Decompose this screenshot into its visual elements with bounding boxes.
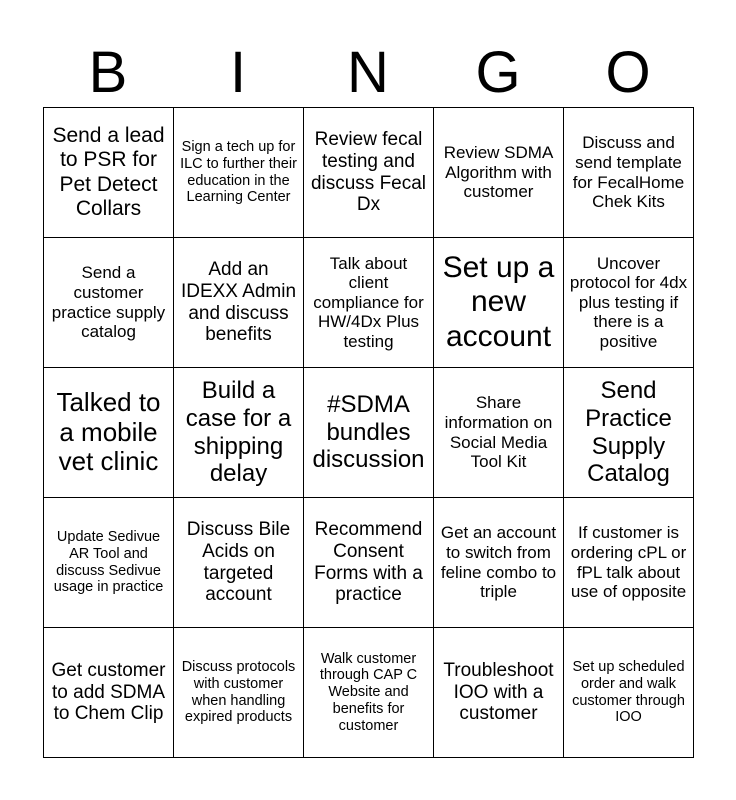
header-letter-n: N [347, 40, 389, 105]
grid-row [44, 368, 694, 498]
bingo-cell[interactable]: Uncover protocol for 4dx plus testing if there is a positive [564, 238, 694, 368]
grid-row [44, 498, 694, 628]
bingo-cell[interactable]: Add an IDEXX Admin and discuss benefits [174, 238, 304, 368]
bingo-cell[interactable]: Troubleshoot IOO with a customer [434, 628, 564, 758]
bingo-cell[interactable]: Recommend Consent Forms with a practice [304, 498, 434, 628]
bingo-cell[interactable]: Build a case for a shipping delay [174, 368, 304, 498]
bingo-cell[interactable]: Send Practice Supply Catalog [564, 368, 694, 498]
bingo-cell[interactable]: If customer is ordering cPL or fPL talk about use of opposite [564, 498, 694, 628]
bingo-cell[interactable]: Discuss protocols with customer when handling expired products [174, 628, 304, 758]
bingo-cell[interactable]: Sign a tech up for ILC to further their education in the Learning Center [174, 108, 304, 238]
grid-row [44, 238, 694, 368]
bingo-cell[interactable]: Share information on Social Media Tool Kit [434, 368, 564, 498]
bingo-cell[interactable]: #SDMA bundles discussion [304, 368, 434, 498]
bingo-cell[interactable]: Review SDMA Algorithm with customer [434, 108, 564, 238]
grid-row [44, 628, 694, 758]
bingo-cell[interactable]: Update Sedivue AR Tool and discuss Sedivue usage in practice [44, 498, 174, 628]
bingo-cell[interactable]: Walk customer through CAP C Website and benefits for customer [304, 628, 434, 758]
bingo-cell[interactable]: Get an account to switch from feline combo to triple [434, 498, 564, 628]
grid-row [44, 108, 694, 238]
bingo-header [43, 38, 693, 108]
bingo-cell[interactable]: Review fecal testing and discuss Fecal Dx [304, 108, 434, 238]
header-letter-b: B [88, 40, 128, 105]
bingo-cell[interactable]: Talk about client compliance for HW/4Dx Plus testing [304, 238, 434, 368]
bingo-cell[interactable]: Set up scheduled order and walk customer through IOO [564, 628, 694, 758]
bingo-cell[interactable]: Get customer to add SDMA to Chem Clip [44, 628, 174, 758]
bingo-cell[interactable]: Send a lead to PSR for Pet Detect Collars [44, 108, 174, 238]
bingo-cell[interactable]: Send a customer practice supply catalog [44, 238, 174, 368]
bingo-cell[interactable]: Discuss Bile Acids on targeted account [174, 498, 304, 628]
header-letter-o: O [605, 40, 651, 105]
bingo-cell[interactable]: Set up a new account [434, 238, 564, 368]
header-letter-g: G [475, 40, 521, 105]
bingo-grid [43, 107, 694, 758]
bingo-cell[interactable]: Discuss and send template for FecalHome Chek Kits [564, 108, 694, 238]
header-letter-i: I [229, 40, 247, 105]
bingo-cell[interactable]: Talked to a mobile vet clinic [44, 368, 174, 498]
